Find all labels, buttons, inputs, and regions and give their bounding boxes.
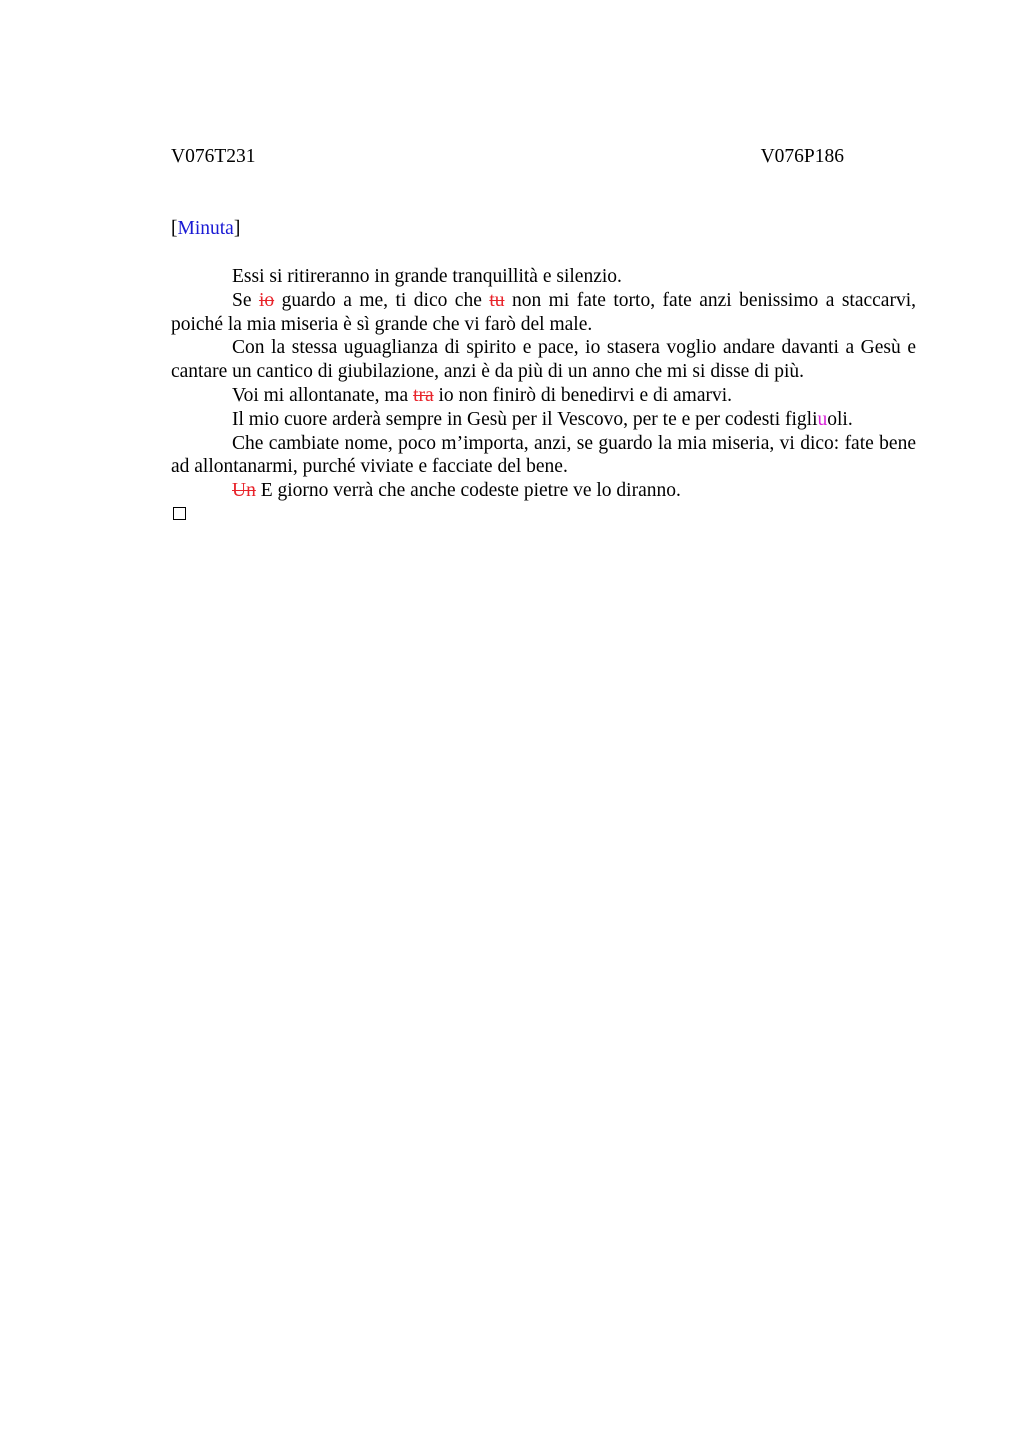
- text-segment: non mi fate torto, fate anzi benissimo a staccarvi, poiché la mia miseria è sì grande che vi farò del male.: [171, 289, 916, 335]
- paragraph: [171, 432, 916, 480]
- paragraph: [171, 265, 916, 289]
- text-segment: Il mio cuore arderà sempre in Gesù per il Vescovo, per te e per codesti figli: [232, 408, 818, 430]
- text-segment: io non finirò di benedirvi e di amarvi.: [433, 384, 733, 406]
- text-segment: guardo a me, ti dico che: [274, 289, 490, 311]
- paragraph: [171, 336, 916, 384]
- minuta-label: Minuta: [177, 218, 234, 239]
- deleted-word: io: [258, 289, 275, 311]
- text-segment: Voi mi allontanate, ma: [232, 384, 414, 406]
- paragraph: [171, 408, 916, 432]
- page-header: [171, 146, 844, 172]
- text-segment: Che cambiate nome, poco m’importa, anzi, se guardo la mia miseria, vi dico: fate bene ad allontanarmi, purché viviate e facciate del bene.: [171, 432, 916, 478]
- paragraph: [171, 479, 916, 503]
- text-segment: Con la stessa uguaglianza di spirito e pace, io stasera voglio andare davanti a Gesù e cantare un cantico di giubilazione, anzi è da più di un anno che mi si disse di più.: [171, 337, 916, 383]
- inserted-letter: u: [817, 408, 828, 430]
- text-segment: Essi si ritireranno in grande tranquillità e silenzio.: [232, 266, 622, 287]
- letter-body: [171, 265, 916, 503]
- text-segment: E giorno verrà che anche codeste pietre ve lo diranno.: [255, 480, 681, 502]
- text-segment: oli.: [827, 408, 853, 430]
- deleted-word: tra: [413, 384, 434, 406]
- deleted-word: Un: [232, 480, 256, 502]
- paragraph: [171, 289, 916, 337]
- deleted-word: tu: [489, 289, 505, 311]
- paragraph: [171, 384, 916, 408]
- text-segment: Se: [232, 289, 259, 311]
- end-marker-square: [173, 507, 186, 520]
- right-reference-code: V076P186: [760, 146, 844, 167]
- minuta-heading: [171, 218, 240, 240]
- minuta-open-bracket: [: [171, 218, 178, 239]
- minuta-close-bracket: ]: [233, 218, 241, 239]
- left-reference-code: V076T231: [171, 146, 256, 167]
